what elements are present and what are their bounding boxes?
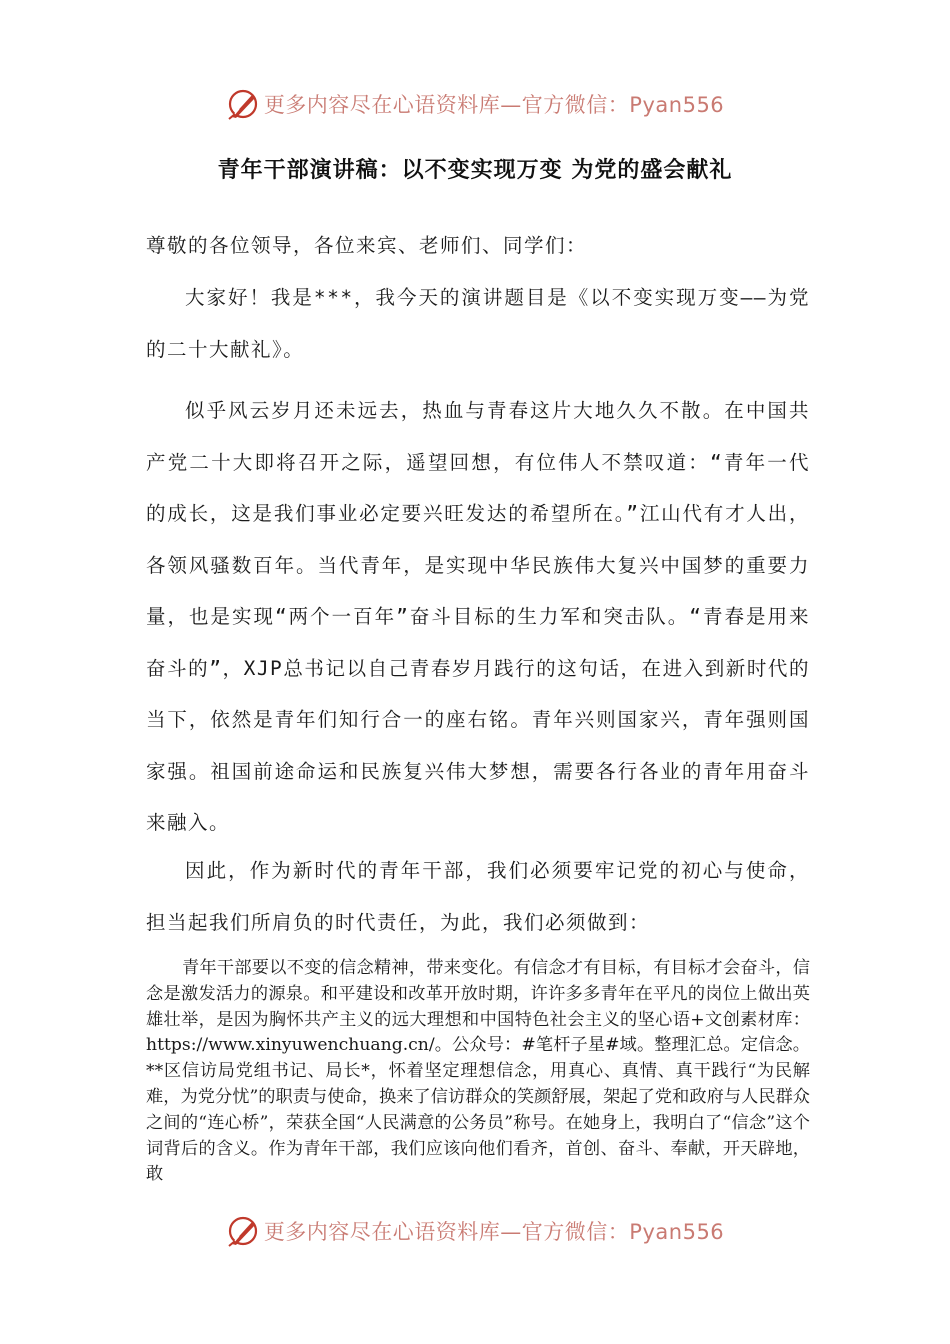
header-banner xyxy=(0,84,950,124)
salutation: 尊敬的各位领导，各位来宾、老师们、同学们： xyxy=(146,234,588,257)
document-title: 青年干部演讲稿：以不变实现万变 为党的盛会献礼 xyxy=(217,158,733,183)
quill-logo-icon xyxy=(226,87,260,121)
footer-banner xyxy=(0,1211,950,1251)
paragraph-3: 因此，作为新时代的青年干部，我们必须要牢记党的初心与使命，担当起我们所肩负的时代责任，为此，我们必须做到： xyxy=(146,859,810,934)
header-banner-text: 更多内容尽在心语资料库—官方微信：Pyan556 xyxy=(263,93,725,117)
paragraph-1: 大家好！我是***，我今天的演讲题目是《以不变实现万变——为党的二十大献礼》。 xyxy=(146,286,810,361)
paragraph-2: 似乎风云岁月还未远去，热血与青春这片大地久久不散。在中国共产党二十大即将召开之际，遥望回想，有位伟人不禁叹道：“青年一代的成长，这是我们事业必定要兴旺发达的希望所在。”江山代有才人出，各领风骚数百年。当代青年，是实现中华民族伟大复兴中国梦的重要力量，也是实现“两个一百年”奋斗目标的生力军和突击队。“青春是用来奋斗的”，XJP总书记以自己青春岁月践行的这句话，在进入到新时代的当下，依然是青年们知行合一的座右铭。青年兴则国家兴，青年强则国家强。祖国前途命运和民族复兴伟大梦想，需要各行各业的青年用奋斗来融入。 xyxy=(146,399,810,834)
paragraph-4: 青年干部要以不变的信念精神，带来变化。有信念才有目标，有目标才会奋斗，信念是激发活力的源泉。和平建设和改革开放时期，许许多多青年在平凡的岗位上做出英雄壮举，是因为胸怀共产主义的远大理想和中国特色社会主义的坚心语+文创素材库：https://www.xinyuwenchuang.cn/。公众号：#笔杆子星#域。整理汇总。定信念。**区信访局党组书记、局长*，怀着坚定理想信念，用真心、真情、真干践行“为民解难，为党分忧”的职责与使命，换来了信访群众的笑颜舒展，架起了党和政府与人民群众之间的“连心桥”，荣获全国“人民满意的公务员”称号。在她身上，我明白了“信念”这个词背后的含义。作为青年干部，我们应该向他们看齐，首创、奋斗、奉献，开天辟地，敢 xyxy=(146,958,810,1185)
footer-banner-text: 更多内容尽在心语资料库—官方微信：Pyan556 xyxy=(263,1220,725,1244)
quill-logo-icon xyxy=(226,1214,260,1248)
